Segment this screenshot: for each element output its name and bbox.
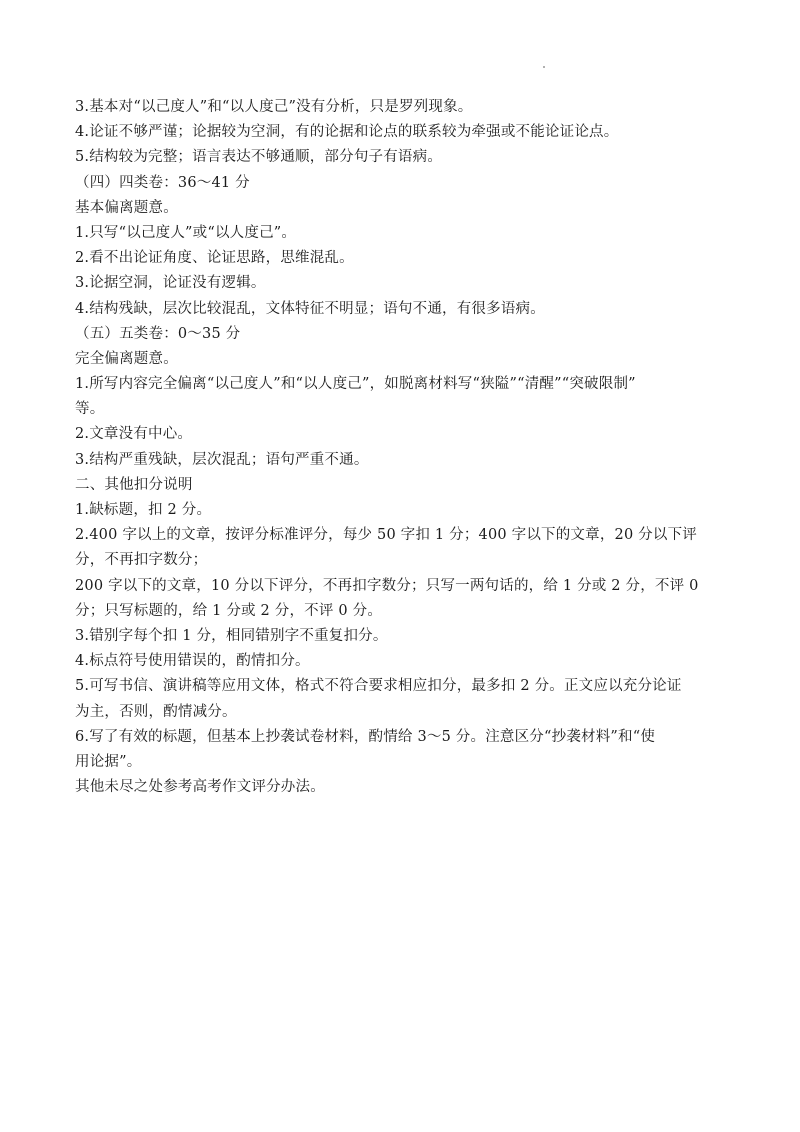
text-line: 4.结构残缺，层次比较混乱，文体特征不明显；语句不通，有很多语病。	[75, 300, 545, 317]
text-line: 1.缺标题，扣 2 分。	[75, 502, 212, 518]
text-line: 6.写了有效的标题，但基本上抄袭试卷材料，酌情给 3～5 分。注意区分“抄袭材料”和“使	[75, 728, 656, 745]
text-line: 基本偏离题意。	[75, 199, 178, 216]
text-line: 为主，否则，酌情减分。	[75, 703, 237, 720]
text-line: 5.结构较为完整；语言表达不够通顺，部分句子有语病。	[75, 149, 443, 166]
text-line: 3.基本对“以己度人”和“以人度己”没有分析，只是罗列现象。	[75, 99, 473, 115]
section-heading-deductions: 二、其他扣分说明	[75, 476, 193, 493]
document-body	[75, 95, 735, 800]
text-line: 用论据”。	[75, 753, 142, 770]
text-line: 4.标点符号使用错误的，酌情扣分。	[75, 653, 310, 670]
text-line: 5.可写书信、演讲稿等应用文体，格式不符合要求相应扣分，最多扣 2 分。正文应以充分论证	[75, 678, 682, 695]
text-line: 等。	[75, 401, 105, 418]
text-line: 1.只写“以己度人”或“以人度己”。	[75, 224, 297, 241]
text-line: 分；只写标题的，给 1 分或 2 分，不评 0 分。	[75, 602, 383, 619]
text-line: 3.错别字每个扣 1 分，相同错别字不重复扣分。	[75, 627, 388, 644]
text-line: 1.所写内容完全偏离“以己度人”和“以人度己”，如脱离材料写“狭隘”“清醒”“突破限制”	[75, 376, 636, 393]
scan-dot	[543, 66, 545, 68]
section-heading-category-5: （五）五类卷：0～35 分	[75, 325, 241, 342]
text-line: 2.看不出论证角度、论证思路，思维混乱。	[75, 250, 354, 267]
text-line: 2.400 字以上的文章，按评分标准评分，每少 50 字扣 1 分；400 字以下的文章，20 分以下评	[75, 527, 697, 544]
text-line: 完全偏离题意。	[75, 350, 178, 367]
text-line: 2.文章没有中心。	[75, 426, 193, 443]
section-heading-category-4: （四）四类卷：36～41 分	[75, 174, 250, 191]
text-line: 200 字以下的文章，10 分以下评分，不再扣字数分；只写一两句话的，给 1 分或 2 分，不评 0	[75, 577, 699, 594]
closing-note: 其他未尽之处参考高考作文评分办法。	[75, 779, 325, 796]
text-line: 3.结构严重残缺，层次混乱；语句严重不通。	[75, 451, 369, 468]
text-line: 分，不再扣字数分；	[75, 552, 208, 569]
text-line: 4.论证不够严谨；论据较为空洞，有的论据和论点的联系较为牵强或不能论证论点。	[75, 124, 619, 141]
text-line: 3.论据空洞，论证没有逻辑。	[75, 275, 266, 292]
